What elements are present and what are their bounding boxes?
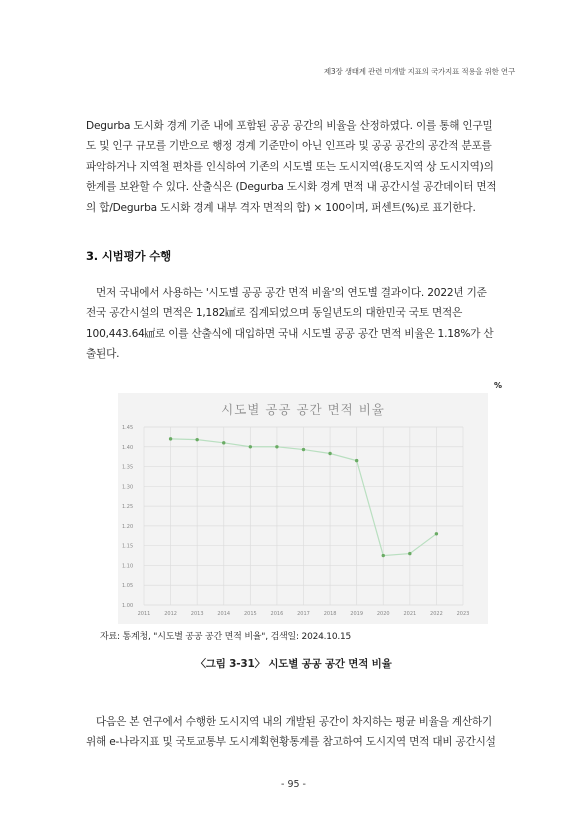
data-point <box>408 552 411 555</box>
running-header: 제3장 생태계 관련 미개발 지표의 국가지표 적용을 위한 연구 <box>323 67 515 76</box>
chart-title: 시도별 공공 공간 면적 비율 <box>221 402 385 417</box>
intro-line: Degurba 도시화 경계 기준 내에 포함된 공공 공간의 비율을 산정하였다. 이를 통해 인구밀 <box>86 120 493 132</box>
data-point <box>195 438 198 441</box>
y-tick-label: 1.25 <box>122 504 134 511</box>
y-axis-ticks <box>122 425 133 609</box>
x-tick-label: 2014 <box>217 611 231 617</box>
outro-line: 다음은 본 연구에서 수행한 도시지역 내의 개발된 공간이 차지하는 평균 비율을 계산하기 <box>96 716 493 728</box>
grid <box>144 427 463 605</box>
intro-paragraph <box>86 116 506 218</box>
body-line: 먼저 국내에서 사용하는 '시도별 공공 공간 면적 비율'의 연도별 결과이다. 2022년 기준 <box>96 287 487 299</box>
page-number: - 95 - <box>281 779 306 790</box>
body-line: 출된다. <box>86 348 120 361</box>
data-point <box>355 459 358 462</box>
data-point <box>328 452 331 455</box>
x-tick-label: 2013 <box>190 611 204 617</box>
x-tick-label: 2016 <box>270 611 284 617</box>
x-tick-label: 2023 <box>456 611 470 617</box>
y-tick-label: 1.10 <box>122 563 134 570</box>
data-point <box>302 448 305 451</box>
x-tick-label: 2011 <box>137 611 151 617</box>
unit-label: % <box>494 381 503 390</box>
intro-line: 파악하거나 지역철 편차를 인식하여 기존의 시도별 또는 도시지역(용도지역 상 도시지역)의 <box>86 160 494 173</box>
data-point <box>222 441 225 444</box>
x-tick-label: 2018 <box>323 611 337 617</box>
figure-source: 자료: 통계청, "시도별 공공 공간 면적 비율", 검색일: 2024.10.15 <box>100 632 352 642</box>
body-line: 전국 공간시설의 면적은 1,182㎢로 집계되었으며 동일년도의 대한민국 국토 면적은 <box>86 307 463 320</box>
x-axis-ticks <box>138 611 470 617</box>
figure-caption: 〈그림 3-31〉 시도별 공공 공간 면적 비율 <box>195 658 392 670</box>
data-point <box>275 445 278 448</box>
x-tick-label: 2017 <box>297 611 310 617</box>
y-tick-label: 1.05 <box>122 583 134 590</box>
line-chart <box>118 393 488 624</box>
section-title: 3. 시범평가 수행 <box>86 249 172 263</box>
x-tick-label: 2020 <box>376 611 390 617</box>
x-tick-label: 2015 <box>243 611 257 617</box>
data-point <box>435 532 438 535</box>
x-tick-label: 2012 <box>164 611 177 617</box>
chart-svg <box>118 393 488 624</box>
data-point <box>249 445 252 448</box>
y-tick-label: 1.20 <box>122 523 134 530</box>
x-tick-label: 2022 <box>430 611 443 617</box>
body-line: 100,443.64㎢로 이를 산출식에 대입하면 국내 시도별 공공 공간 면적 비율은 1.18%가 산 <box>86 327 494 340</box>
y-tick-label: 1.30 <box>122 484 134 491</box>
y-tick-label: 1.45 <box>122 425 134 431</box>
intro-line: 도 및 인구 규모를 기반으로 행정 경계 기준만이 아닌 인프라 및 공공 공간의 공간적 분포를 <box>86 140 492 153</box>
y-tick-label: 1.40 <box>122 444 134 451</box>
outro-paragraph <box>86 712 506 753</box>
intro-line: 한계를 보완할 수 있다. 산출식은 (Degurba 도시화 경계 면적 내 공간시설 공간데이터 면적 <box>86 181 497 194</box>
x-tick-label: 2019 <box>350 611 364 617</box>
y-tick-label: 1.35 <box>122 464 134 471</box>
x-tick-label: 2021 <box>403 611 417 617</box>
intro-line: 의 합/Degurba 도시화 경계 내부 격자 면적의 합) × 100이며, 퍼센트(%)로 표기한다. <box>86 201 476 214</box>
body-paragraph <box>86 283 506 365</box>
y-tick-label: 1.00 <box>122 603 134 609</box>
data-point <box>169 437 172 440</box>
outro-line: 위해 e-나라지표 및 국토교통부 도시계획현황통계를 참고하여 도시지역 면적 대비 공간시설 <box>86 736 496 749</box>
y-tick-label: 1.15 <box>122 543 134 550</box>
data-point <box>382 554 385 557</box>
